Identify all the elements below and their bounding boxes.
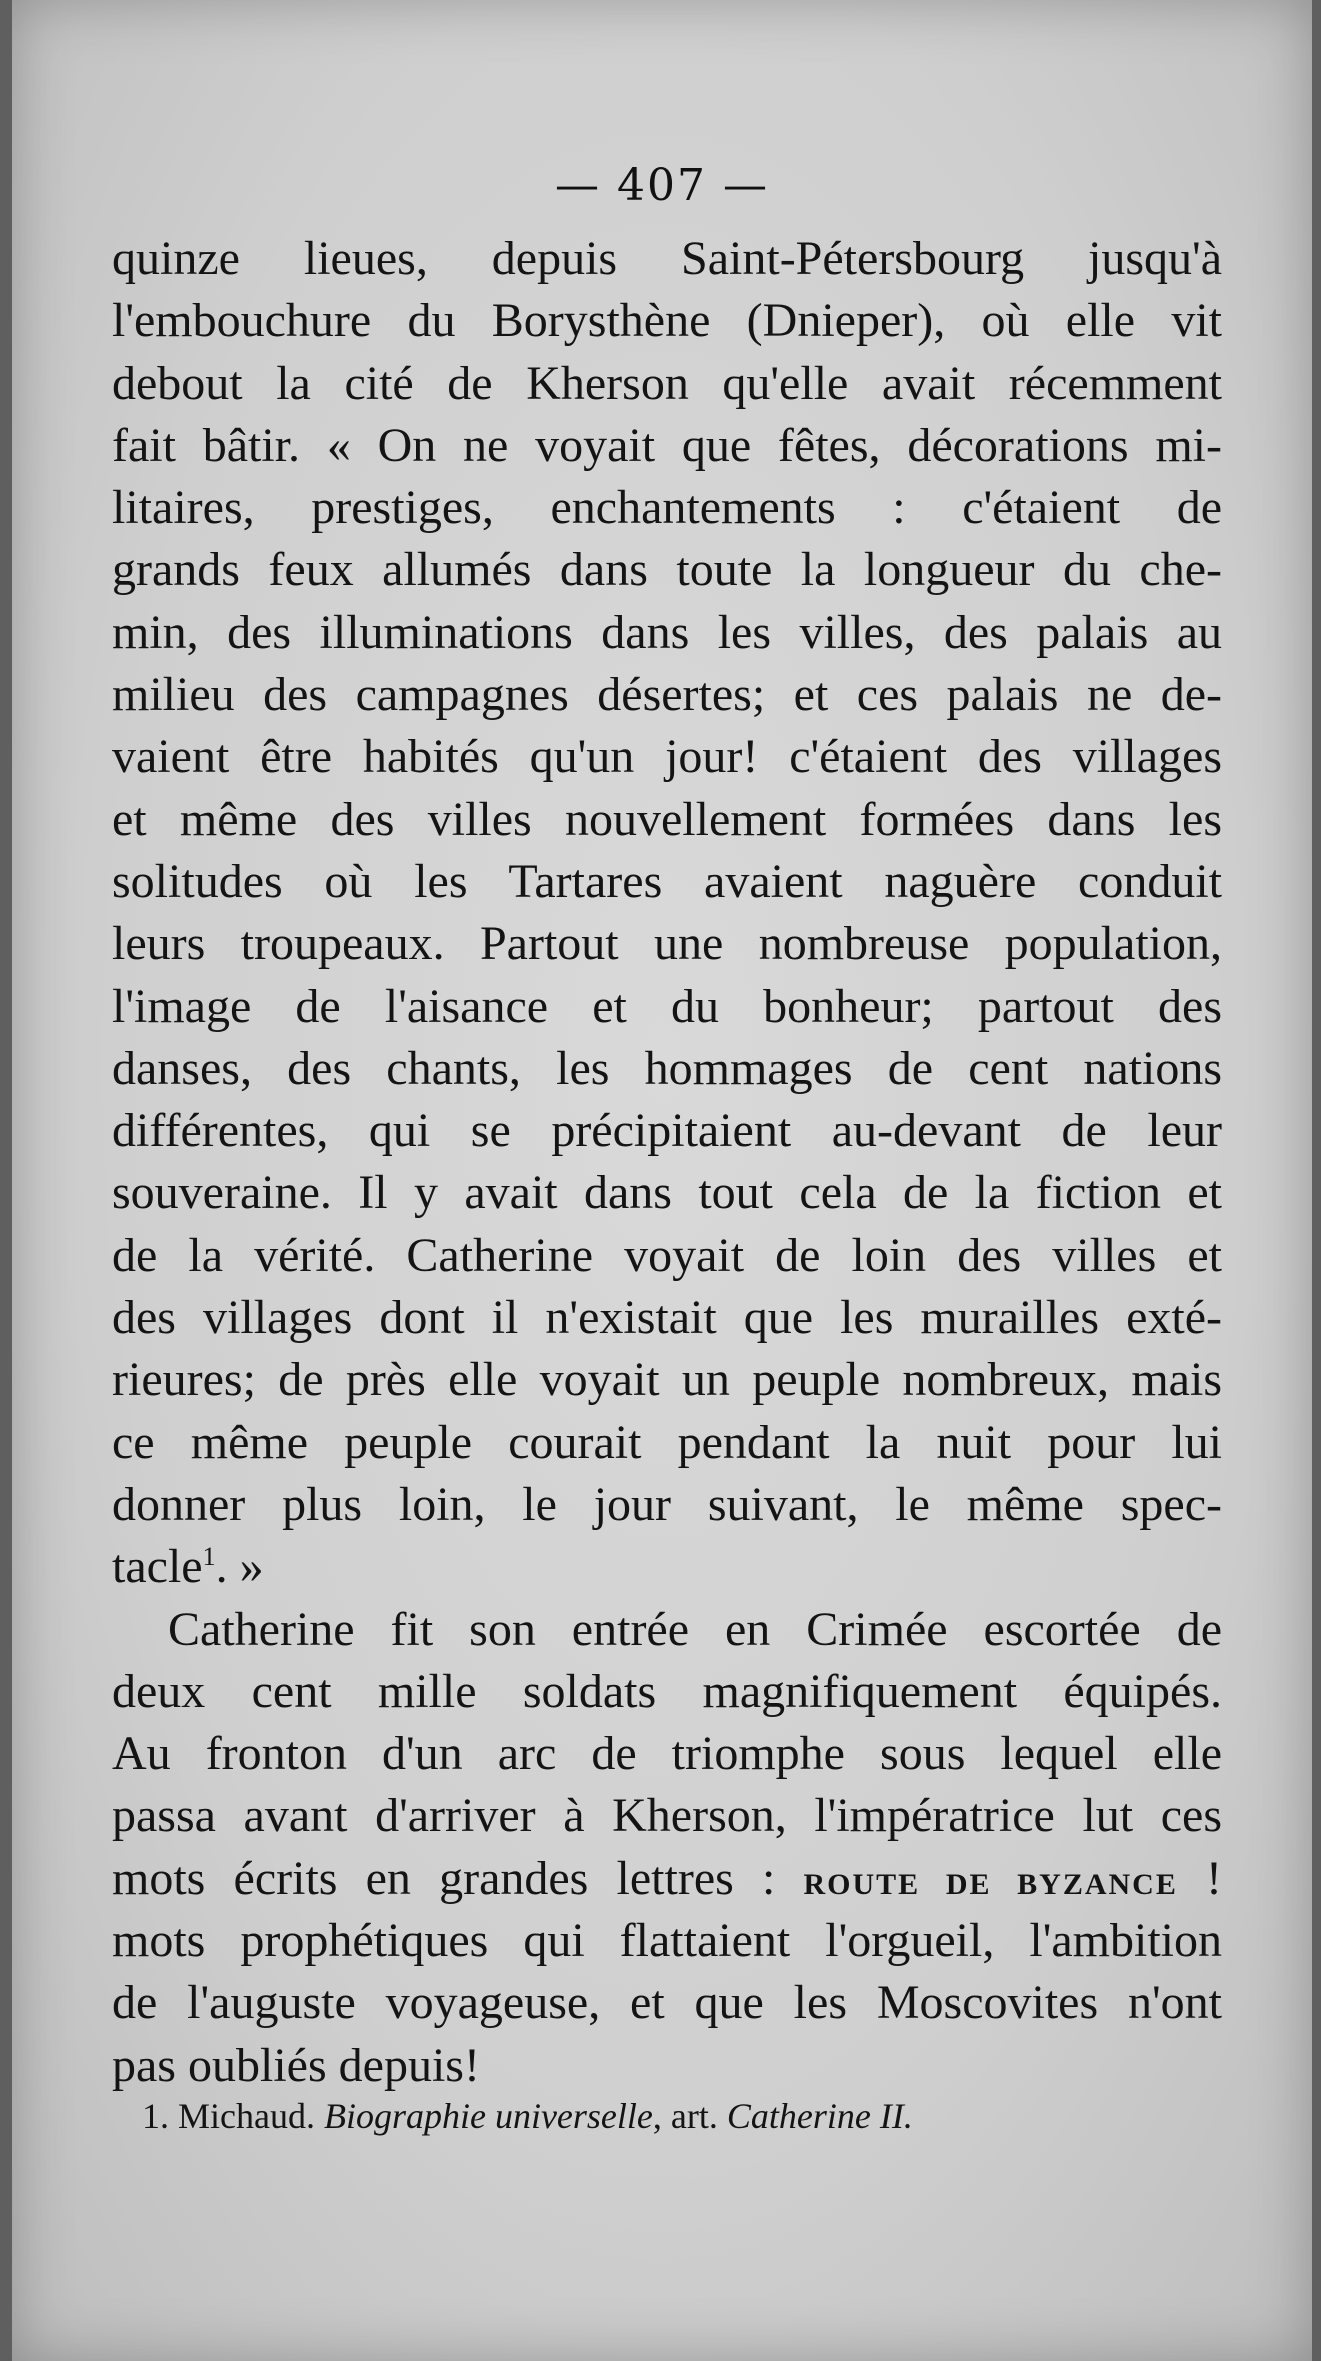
text-line: et même des villes nouvellement formées dans les bbox=[112, 792, 1222, 846]
text-line: ce même peuple courait pendant la nuit pour lui bbox=[112, 1415, 1222, 1469]
text-line: vaient être habités qu'un jour! c'étaient des villages bbox=[112, 730, 1222, 784]
route-caps: ROUTE DE BYZANCE bbox=[803, 1867, 1178, 1901]
footnote-number: 1. bbox=[142, 2096, 169, 2136]
text-line-tacle bbox=[112, 1536, 1222, 1598]
text-line: l'embouchure du Borysthène (Dnieper), où elle vit bbox=[112, 294, 1222, 348]
text-line: deux cent mille soldats magnifiquement équipés. bbox=[112, 1664, 1222, 1718]
footnote-marker: 1 bbox=[202, 1542, 216, 1572]
text-line: milieu des campagnes désertes; et ces palais ne de- bbox=[112, 668, 1222, 722]
footnote-entry: Catherine II. bbox=[726, 2096, 913, 2136]
text-line: l'image de l'aisance et du bonheur; partout des bbox=[112, 979, 1222, 1033]
paragraph-start-line: Catherine fit son entrée en Crimée escortée de bbox=[168, 1602, 1222, 1656]
text-line: donner plus loin, le jour suivant, le même spec- bbox=[112, 1477, 1222, 1531]
text-line: litaires, prestiges, enchantements : c'étaient de bbox=[112, 481, 1222, 535]
text-line-route bbox=[112, 1848, 1222, 1910]
footnote-mid: , art. bbox=[652, 2096, 727, 2136]
text-line: Au fronton d'un arc de triomphe sous lequel elle bbox=[112, 1727, 1222, 1781]
footnote-work: Biographie universelle bbox=[323, 2096, 653, 2136]
text-line: leurs troupeaux. Partout une nombreuse population, bbox=[112, 917, 1222, 971]
text-line: debout la cité de Kherson qu'elle avait récemment bbox=[112, 356, 1222, 410]
route-prefix: mots écrits en grandes lettres : bbox=[112, 1851, 804, 1905]
footnote bbox=[142, 2095, 1192, 2137]
text-line: de l'auguste voyageuse, et que les Moscovites n'ont bbox=[112, 1976, 1222, 2030]
text-line: passa avant d'arriver à Kherson, l'impératrice lut ces bbox=[112, 1789, 1222, 1843]
text-line: des villages dont il n'existait que les murailles exté- bbox=[112, 1291, 1222, 1345]
body-text bbox=[112, 228, 1222, 2097]
text-line: pas oubliés depuis! bbox=[112, 2038, 480, 2092]
text-line: rieures; de près elle voyait un peuple nombreux, mais bbox=[112, 1353, 1222, 1407]
text-line: de la vérité. Catherine voyait de loin des villes et bbox=[112, 1228, 1222, 1282]
text-line: min, des illuminations dans les villes, des palais au bbox=[112, 605, 1222, 659]
text-line: différentes, qui se précipitaient au-devant de leur bbox=[112, 1104, 1222, 1158]
page-number: — 407 — bbox=[555, 160, 769, 211]
quote-close: . » bbox=[215, 1540, 264, 1594]
route-suffix: ! bbox=[1177, 1851, 1222, 1905]
text-line: quinze lieues, depuis Saint-Pétersbourg jusqu'à bbox=[112, 232, 1222, 285]
footnote-author: Michaud. bbox=[169, 2096, 324, 2136]
text-line: souveraine. Il y avait dans tout cela de la fiction et bbox=[112, 1166, 1222, 1220]
book-page bbox=[12, 0, 1312, 2361]
text-line: danses, des chants, les hommages de cent nations bbox=[112, 1041, 1222, 1095]
tacle-text: tacle bbox=[112, 1540, 203, 1594]
text-line: mots prophétiques qui flattaient l'orgueil, l'ambition bbox=[112, 1914, 1222, 1968]
text-line: fait bâtir. « On ne voyait que fêtes, décorations mi- bbox=[112, 418, 1222, 472]
text-line: grands feux allumés dans toute la longueur du che- bbox=[112, 543, 1222, 597]
text-line: solitudes où les Tartares avaient naguère conduit bbox=[112, 854, 1222, 908]
